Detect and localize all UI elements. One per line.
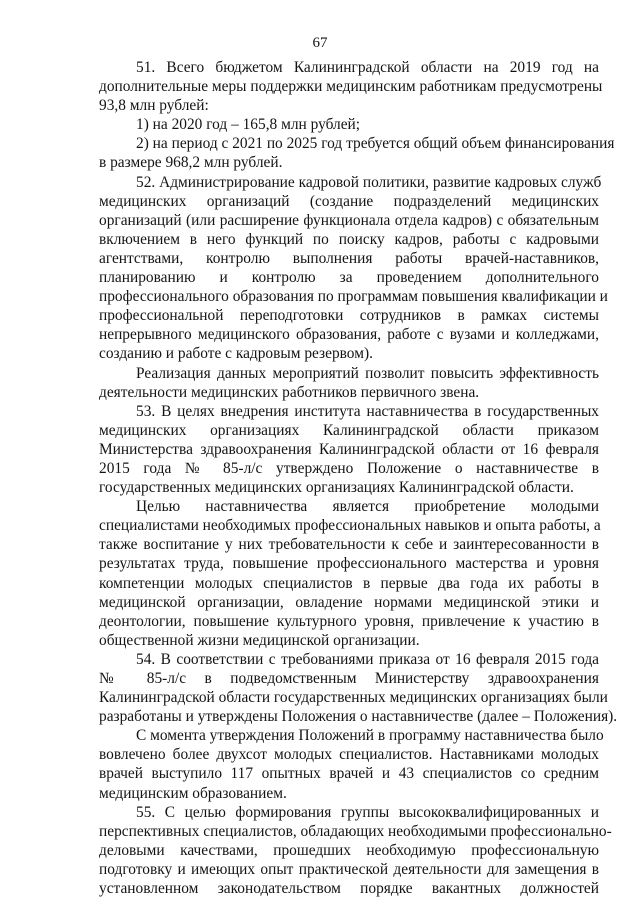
text-line: № 85-л/с в подведомственным Министерству здравоохранения — [99, 670, 599, 687]
text-line: 55. С целью формирования группы высококвалифицированных и — [136, 803, 599, 821]
text-line: С момента утверждения Положений в программу наставничества было — [136, 727, 604, 745]
paragraph — [99, 402, 599, 497]
text-line: общественной жизни медицинской организации. — [99, 631, 420, 649]
text-line: врачей выступило 117 опытных врачей и 43 специалистов со средним — [99, 765, 599, 783]
text-line: 51. Всего бюджетом Калининградской области на 2019 год на — [136, 59, 599, 76]
text-line: также воспитание у них требовательности к себе и заинтересованности в — [99, 536, 599, 554]
text-line: 54. В соответствии с требованиями приказа от 16 февраля 2015 года — [136, 650, 599, 668]
paragraph — [99, 726, 604, 802]
text-line: 52. Администрирование кадровой политики, развитие кадровых служб — [136, 173, 602, 191]
page-number: 67 — [312, 35, 328, 51]
text-line: непрерывного медицинского образования, работе с вузами и колледжами, — [99, 326, 599, 344]
text-line: 2015 года № 85-л/с утверждено Положение о наставничестве в — [99, 459, 599, 477]
text-line: 93,8 млн рублей: — [99, 97, 209, 115]
text-line: 1) на 2020 год – 165,8 млн рублей; — [136, 116, 361, 134]
text-line: перспективных специалистов, обладающих необходимыми профессионально- — [99, 822, 612, 840]
text-line: профессиональной переподготовки сотрудников в рамках системы — [99, 307, 599, 325]
paragraph — [99, 803, 612, 898]
text-line: деятельности медицинских работников первичного звена. — [99, 383, 480, 401]
text-line: компетенции молодых специалистов в первые два года их работы в — [99, 574, 599, 592]
text-line: дополнительные меры поддержки медицинским работникам предусмотрены — [99, 78, 603, 96]
text-line: Калининградской области государственных медицинских организациях были — [99, 689, 608, 707]
text-line: 53. В целях внедрения института наставничества в государственных — [136, 402, 599, 420]
text-line: государственных медицинских организациях Калининградской области. — [99, 479, 574, 497]
text-line: вовлечено более двухсот молодых специалистов. Наставниками молодых — [99, 746, 599, 764]
paragraph — [99, 173, 608, 364]
text-line: деонтологии, повышение культурного уровня, привлечение к участию в — [99, 612, 599, 630]
text-line: результатах труда, повышение профессионального мастерства и уровня — [99, 555, 599, 573]
text-line: подготовку и имеющих опыт практической деятельности для замещения в — [99, 860, 599, 878]
text-line: Министерства здравоохранения Калининградской области от 16 февраля — [99, 440, 599, 458]
document-body — [99, 58, 618, 898]
text-line: профессионального образования по программам повышения квалификации и — [99, 288, 608, 306]
text-line: 2) на период с 2021 по 2025 год требуется общий объем финансирования — [136, 135, 615, 153]
text-line: разработаны и утверждены Положения о наставничестве (далее – Положения). — [99, 708, 618, 726]
text-line: Реализация данных мероприятий позволит повысить эффективность — [136, 364, 599, 382]
text-line: медицинской организации, овладение нормами медицинской этики и — [99, 593, 599, 611]
paragraph — [99, 115, 599, 134]
text-line: деловыми качествами, прошедших необходимую профессиональную — [99, 841, 599, 859]
text-line: включением в него функций по поиску кадров, работы с кадровыми — [99, 230, 599, 248]
text-line: медицинским образованием. — [99, 784, 287, 802]
paragraph — [99, 650, 618, 726]
text-line: в размере 968,2 млн рублей. — [99, 154, 283, 172]
text-line: планированию и контролю за проведением дополнительного — [99, 269, 599, 287]
paragraph — [99, 497, 599, 650]
text-line: Целью наставничества является приобретение молодыми — [136, 498, 599, 516]
text-line: медицинских организациях Калининградской области приказом — [99, 421, 599, 439]
text-line: организаций (или расширение функционала отдела кадров) с обязательным — [99, 211, 599, 229]
text-line: медицинских организаций (создание подразделений медицинских — [99, 192, 599, 210]
text-line: специалистами необходимых профессиональных навыков и опыта работы, а — [99, 517, 601, 535]
text-line: установленном законодательством порядке вакантных должностей — [99, 880, 599, 898]
paragraph — [99, 134, 615, 172]
text-line: созданию и работе с кадровым резервом). — [99, 345, 373, 363]
paragraph — [99, 58, 603, 115]
paragraph — [99, 364, 599, 402]
text-line: агентствами, контролю выполнения работы врачей-наставников, — [99, 249, 599, 267]
